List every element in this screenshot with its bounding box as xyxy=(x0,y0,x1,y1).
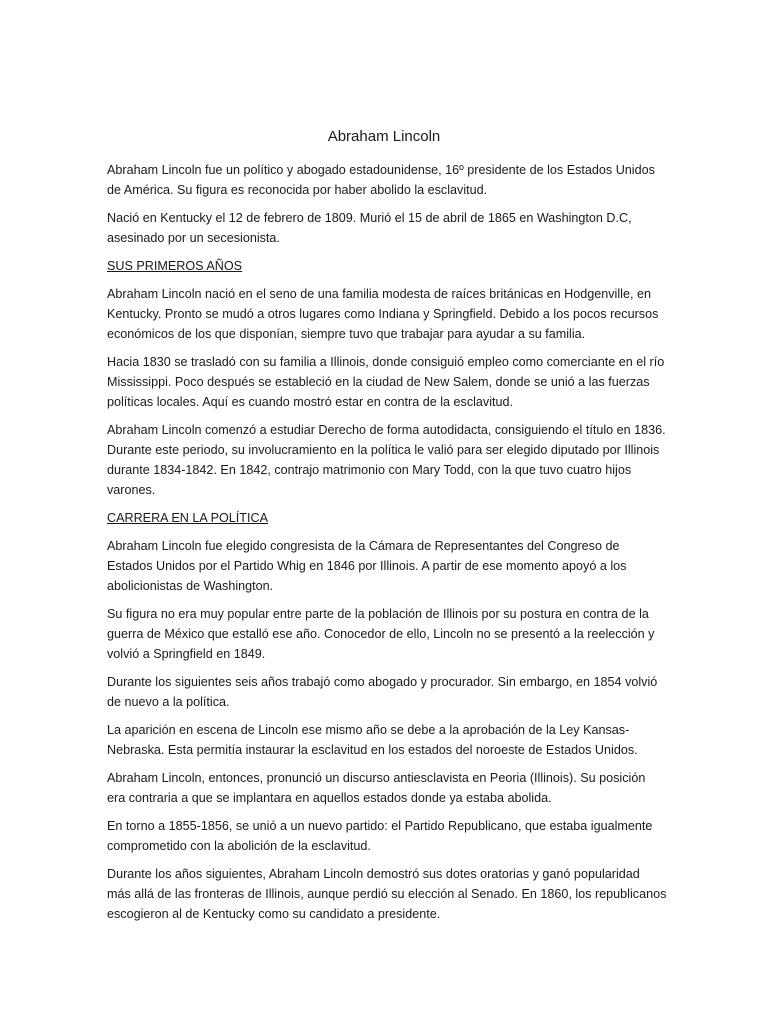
paragraph-birth-death: Nació en Kentucky el 12 de febrero de 1809. Murió el 15 de abril de 1865 en Washington D.C, asesinado por un secesionista. xyxy=(107,211,632,245)
paragraph-career-6: En torno a 1855-1856, se unió a un nuevo partido: el Partido Republicano, que estaba igualmente comprometido con la abolición de la esclavitud. xyxy=(107,819,653,853)
paragraph-career-3: Durante los siguientes seis años trabajó como abogado y procurador. Sin embargo, en 1854 volvió de nuevo a la política. xyxy=(107,675,658,709)
page-title: Abraham Lincoln xyxy=(327,128,441,145)
paragraph-early-3: Abraham Lincoln comenzó a estudiar Derecho de forma autodidacta, consiguiendo el título en 1836. Durante este periodo, su involucramiento en la política le valió para ser elegido diputado por Illinois durante 1834-1842. En 1842, contrajo matrimonio con Mary Todd, con la que tuvo cuatro hijos varones. xyxy=(107,423,666,497)
paragraph-intro: Abraham Lincoln fue un político y abogado estadounidense, 16º presidente de los Estados Unidos de América. Su figura es reconocida por haber abolido la esclavitud. xyxy=(107,163,655,197)
paragraph-career-4: La aparición en escena de Lincoln ese mismo año se debe a la aprobación de la Ley Kansas-Nebraska. Esta permitía instaurar la esclavitud en los estados del noroeste de Estados Unidos. xyxy=(107,723,638,757)
paragraph-early-2: Hacia 1830 se trasladó con su familia a Illinois, donde consiguió empleo como comerciante en el río Mississippi. Poco después se estableció en la ciudad de New Salem, donde se unió a las fuerzas políticas locales. Aquí es cuando mostró estar en contra de la esclavitud. xyxy=(107,355,665,409)
paragraph-early-1: Abraham Lincoln nació en el seno de una familia modesta de raíces británicas en Hodgenville, en Kentucky. Pronto se mudó a otros lugares como Indiana y Springfield. Debido a los pocos recursos económicos de los que disponían, siempre tuvo que trabajar para ayudar a su familia. xyxy=(107,287,659,341)
paragraph-career-7: Durante los años siguientes, Abraham Lincoln demostró sus dotes oratorias y ganó popularidad más allá de las fronteras de Illinois, aunque perdió su elección al Senado. En 1860, los republicanos escogieron al de Kentucky como su candidato a presidente. xyxy=(107,867,667,921)
paragraph-career-2: Su figura no era muy popular entre parte de la población de Illinois por su postura en contra de la guerra de México que estalló ese año. Conocedor de ello, Lincoln no se presentó a la reelección y volvió a Springfield en 1849. xyxy=(107,607,655,661)
section-heading-political-career: CARRERA EN LA POLÍTICA xyxy=(107,511,268,525)
document-body xyxy=(107,160,667,932)
paragraph-career-5: Abraham Lincoln, entonces, pronunció un discurso antiesclavista en Peoria (Illinois). Su posición era contraria a que se implantara en aquellos estados donde ya estaba abolida. xyxy=(107,771,646,805)
paragraph-career-1: Abraham Lincoln fue elegido congresista de la Cámara de Representantes del Congreso de Estados Unidos por el Partido Whig en 1846 por Illinois. A partir de ese momento apoyó a los abolicionistas de Washington. xyxy=(107,539,627,593)
section-heading-early-years: SUS PRIMEROS AÑOS xyxy=(107,259,243,273)
